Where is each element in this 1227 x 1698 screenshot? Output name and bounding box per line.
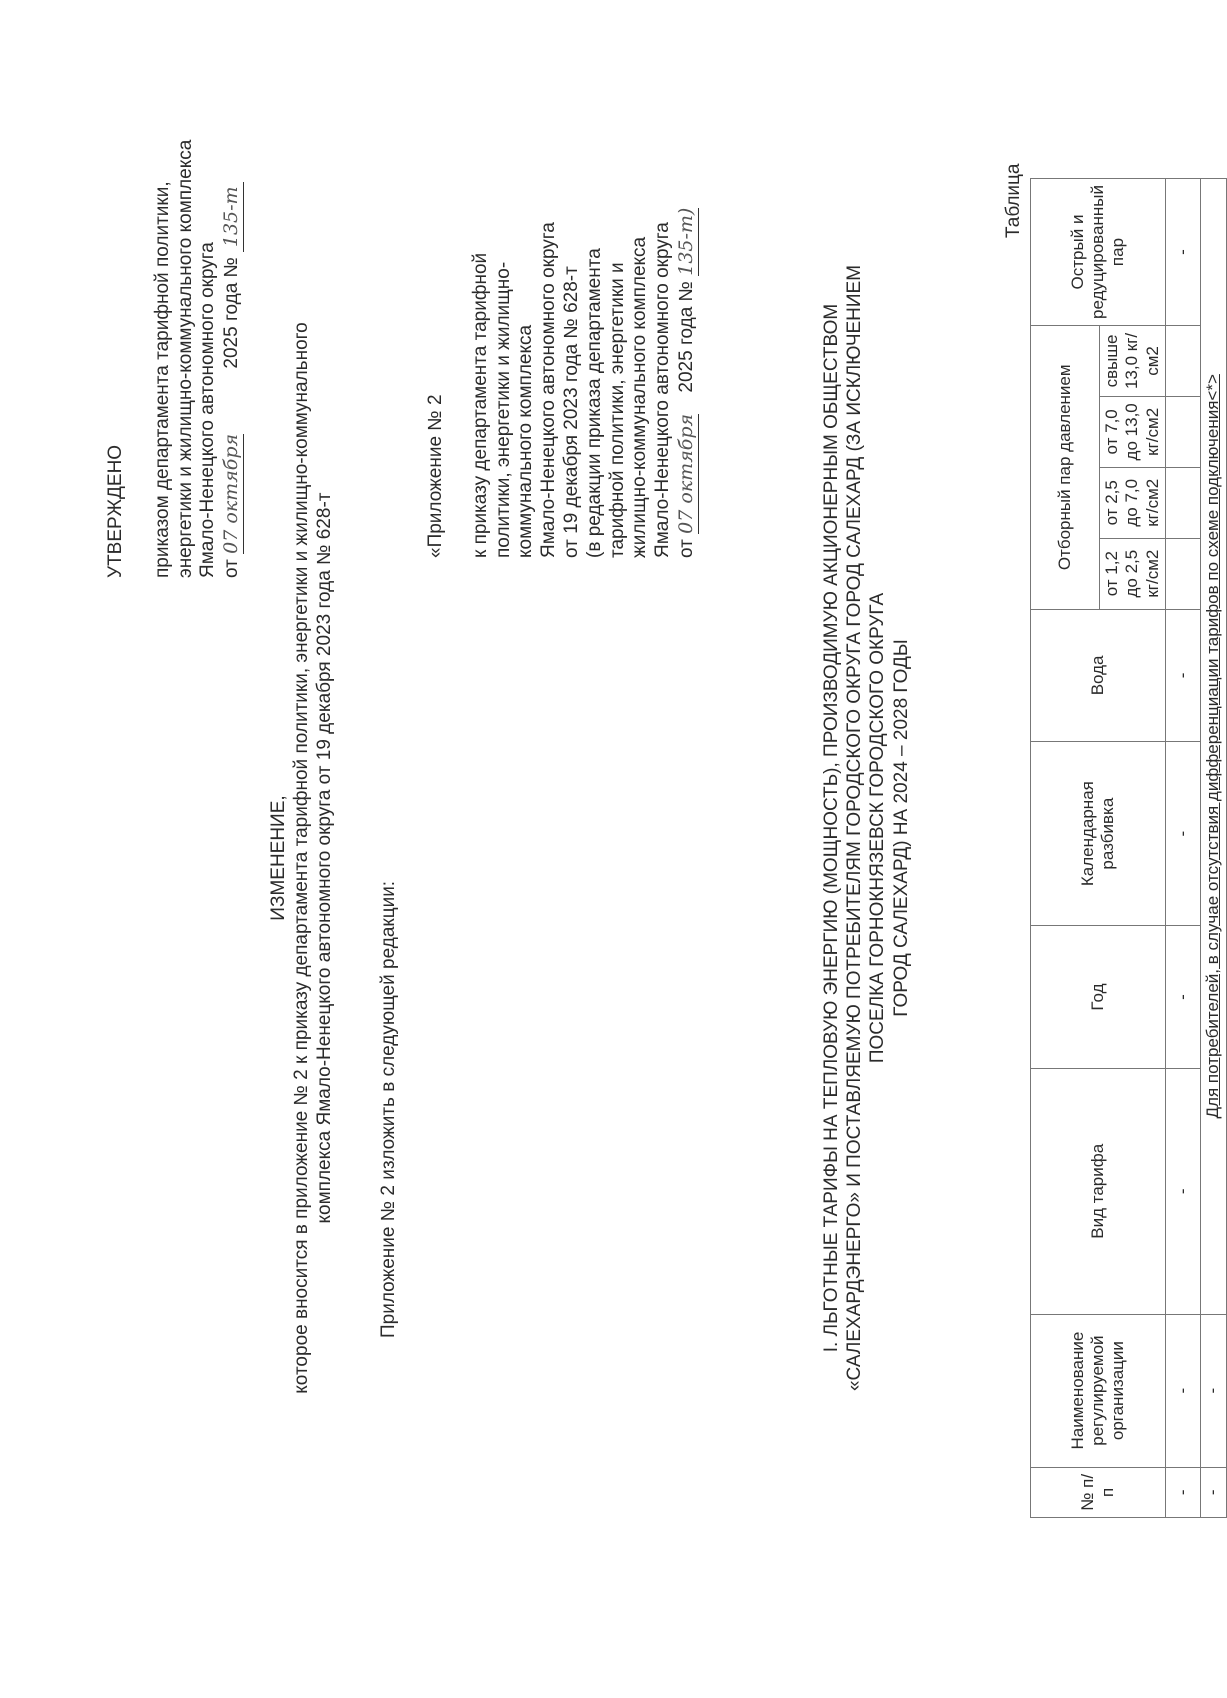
approval-block: [105, 18, 244, 578]
cell-num: -: [1166, 1467, 1201, 1517]
change-line-1: которое вносится в приложение № 2 к приказу департамента тарифной политики, энергетики и жилищно-коммунального: [290, 322, 312, 1394]
consumer-note: Для потребителей, в случае отсутствия дифференциации тарифов по схеме подключения<*>: [1201, 179, 1226, 1315]
cell-steam-1: [1166, 538, 1201, 609]
table-row: [1166, 179, 1201, 1518]
annex-date-line: [675, 118, 699, 558]
approval-date-line: [220, 18, 244, 578]
table-label: Таблица: [1003, 163, 1024, 238]
cell-year: -: [1166, 926, 1201, 1069]
change-line-2: комплекса Ямало-Ненецкого автономного округа от 19 декабря 2023 года № 628-т: [313, 492, 335, 1224]
cell-steam-2: [1166, 467, 1201, 538]
header-org: Наименование регулируемой организации: [1031, 1314, 1166, 1467]
cell-org: -: [1166, 1314, 1201, 1467]
section-title: [820, 178, 913, 1478]
annex-line-1: к приказу департамента тарифной: [469, 252, 491, 558]
header-steam: Отборный пар давлением: [1031, 325, 1100, 609]
table-header-row-1: [1031, 179, 1100, 1518]
header-calendar: Календарная разбивка: [1031, 742, 1166, 926]
annex-date-handwritten: 07 октября: [674, 413, 697, 534]
cell-tariff-type: -: [1166, 1068, 1201, 1314]
annex-line-7: тарифной политики, энергетики и: [606, 262, 628, 558]
change-title: ИЗМЕНЕНИЕ,: [268, 795, 289, 921]
header-year: Год: [1031, 926, 1166, 1069]
annex-line-9: Ямало-Ненецкого автономного округа: [652, 222, 674, 558]
header-water: Вода: [1031, 609, 1166, 742]
annex-line-6: (в редакции приказа департамента: [583, 248, 605, 558]
annex-line-5: от 19 декабря 2023 года № 628-т: [560, 266, 582, 558]
approval-line-3: Ямало-Ненецкого автономного округа: [197, 242, 219, 578]
annex-year-text: 2025 года №: [675, 281, 697, 393]
cell-num: -: [1201, 1467, 1226, 1517]
header-steam-3: от 7,0 до 13,0 кг/см2: [1100, 396, 1166, 467]
header-steam-4: свыше 13,0 кг/см2: [1100, 325, 1166, 396]
cell-calendar: -: [1166, 742, 1201, 926]
header-reduced-steam: Острый и редуцированный пар: [1031, 179, 1166, 326]
tariff-table: [1030, 178, 1227, 1518]
approval-line-2: энергетики и жилищно-коммунального комплекса: [174, 139, 196, 578]
section-title-line-4: ГОРОД САЛЕХАРД) НА 2024 – 2028 ГОДЫ: [890, 639, 912, 1017]
cell-steam-4: [1166, 325, 1201, 396]
table-row: [1201, 179, 1226, 1518]
approval-title: УТВЕРЖДЕНО: [105, 444, 126, 578]
cell-reduced-steam: -: [1166, 179, 1201, 326]
approval-line-1: приказом департамента тарифной политики,: [151, 181, 173, 578]
section-title-line-2: «САЛЕХАРДЭНЕРГО» И ПОСТАВЛЯЕМУЮ ПОТРЕБИТЕЛЯМ ГОРОДСКОГО ОКРУГА ГОРОД САЛЕХАРД (ЗА ИСКЛЮЧЕНИЕМ: [844, 264, 866, 1392]
header-steam-1: от 1,2 до 2,5 кг/см2: [1100, 538, 1166, 609]
annex-line-2: политики, энергетики и жилищно-: [492, 261, 514, 558]
annex-line-8: жилищно-коммунального комплекса: [629, 236, 651, 558]
annex-from-label: от: [675, 539, 697, 558]
change-heading: [268, 318, 336, 1398]
header-steam-2: от 2,5 до 7,0 кг/см2: [1100, 467, 1166, 538]
annex-order-number: 135-т): [674, 207, 697, 276]
approval-date-handwritten: 07 октября: [220, 433, 243, 554]
section-title-line-3: ПОСЕЛКА ГОРНОКНЯЗЕВСК ГОРОДСКОГО ОКРУГА: [867, 592, 889, 1064]
cell-water: -: [1166, 609, 1201, 742]
annex-line-4: Ямало-Ненецкого автономного округа: [538, 222, 560, 558]
approval-order-number: 135-т: [220, 182, 244, 252]
cell-org: -: [1201, 1314, 1226, 1467]
annex-title: «Приложение № 2: [425, 394, 446, 558]
annex-statement: Приложение № 2 изложить в следующей редакции:: [378, 880, 399, 1338]
header-tariff-type: Вид тарифа: [1031, 1068, 1166, 1314]
header-num: № п/п: [1031, 1467, 1166, 1517]
cell-steam-3: [1166, 396, 1201, 467]
section-title-line-1: I. ЛЬГОТНЫЕ ТАРИФЫ НА ТЕПЛОВУЮ ЭНЕРГИЮ (МОЩНОСТЬ), ПРОИЗВОДИМУЮ АКЦИОНЕРНЫМ ОБЩЕСТВОМ: [821, 303, 842, 1353]
annex-line-3: коммунального комплекса: [515, 324, 537, 558]
annex-block: [425, 118, 699, 558]
approval-year-text: 2025 года №: [221, 257, 243, 369]
approval-from-label: от: [221, 559, 243, 578]
